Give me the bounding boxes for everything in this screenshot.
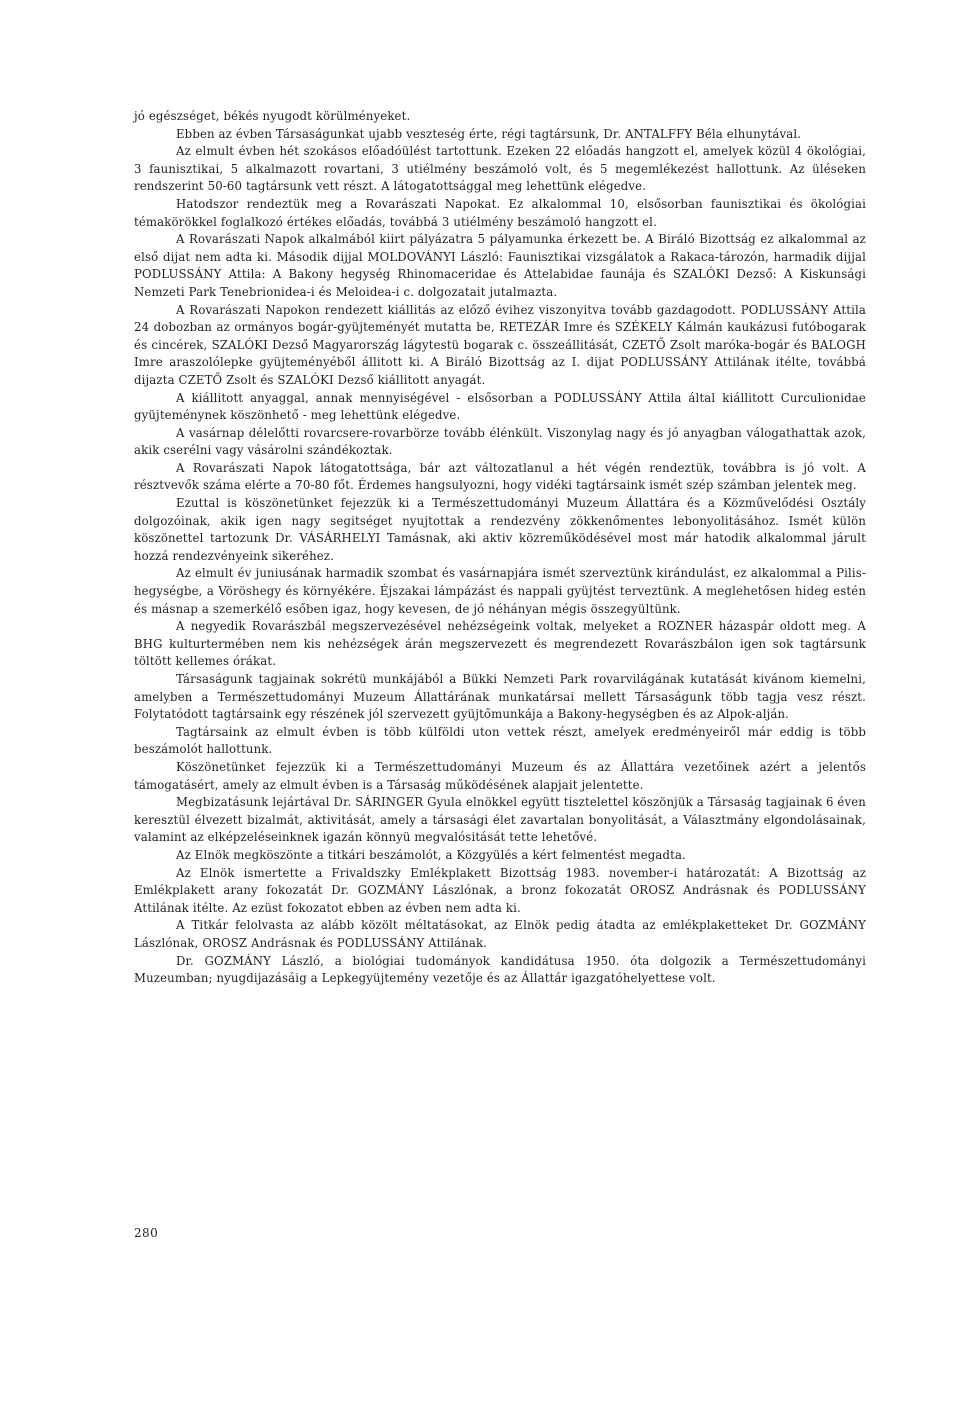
paragraph: Az Elnök megköszönte a titkári beszámolót, a Közgyülés a kért felmentést megadta. (176, 847, 686, 862)
paragraph: Megbizatásunk lejártával Dr. SÁRINGER Gyula elnökkel együtt tisztelettel köszönjük a Társaság tagjainak 6 éven keresztül élvezett bizalmát, aktivitását, amely a társasági élet zavartalan bonyolitását, a Választmány elgondolásainak, valamint az elképzeléseinknek igazán könnyü megvalósitását tette lehetővé. (134, 795, 866, 845)
paragraph: Az elmult évben hét szokásos előadóülést tartottunk. Ezeken 22 előadás hangzott el, amelyek közül 4 ökológiai, 3 faunisztikai, 5 alkalmazott rovartani, 3 utiélmény beszámoló volt, és 5 megemlékezést hallottunk. Az üléseken rendszerint 50-60 tagtársunk vett részt. A látogatottsággal meg lehettünk elégedve. (134, 144, 866, 194)
paragraph: A Titkár felolvasta az alább közölt méltatásokat, az Elnök pedig átadta az emlékplaketteket Dr. GOZMÁNY Lászlónak, OROSZ Andrásnak és PODLUSSÁNY Attilának. (134, 918, 866, 950)
paragraph: Ebben az évben Társaságunkat ujabb veszteség érte, régi tagtársunk, Dr. ANTALFFY Béla elhunytával. (176, 126, 802, 141)
page-number: 280 (134, 1226, 159, 1240)
paragraph: Az Elnök ismertette a Frivaldszky Emlékplakett Bizottság 1983. november-i határozatát: A Bizottság az Emlékplakett arany fokozatát Dr. GOZMÁNY Lászlónak, a bronz fokozatát OROSZ Andrásnak és PODLUSSÁNY Attilának itélte. Az ezüst fokozatot ebben az évben nem adta ki. (134, 865, 866, 915)
paragraph: Dr. GOZMÁNY László, a biológiai tudományok kandidátusa 1950. óta dolgozik a Természettudományi Muzeumban; nyugdijazásáig a Lepkegyüjtemény vezetője és az Állattár igazgatóhelyettese volt. (134, 953, 866, 986)
paragraph: A Rovarászati Napok látogatottsága, bár azt változatlanul a hét végén rendeztük, továbbra is jó volt. A résztvevők száma elérte a 70-80 főt. Érdemes hangsulyozni, hogy vidéki tagtársaink ismét szép számban jelentek meg. (134, 460, 866, 493)
paragraph: Tagtársaink az elmult évben is több külföldi uton vettek részt, amelyek eredményeiről már eddig is több beszámolót hallottunk. (134, 724, 866, 757)
paragraph: Társaságunk tagjainak sokrétü munkájából a Bükki Nemzeti Park rovarvilágának kutatását kivánom kiemelni, amelyben a Természettudományi Muzeum Állattárának munkatársai mellett Társaságunk több tagja vesz részt. Folytatódott tagtársaink egy részének jól szervezett gyüjtőmunkája a Bakony-hegységben és az Alpok-alján. (134, 672, 866, 722)
paragraph: A Rovarászati Napokon rendezett kiállitás az előző évihez viszonyitva tovább gazdagodott. PODLUSSÁNY Attila 24 dobozban az ormányos bogár-gyüjteményét mutatta be, RETEZÁR Imre és SZÉKELY Kálmán kaukázusi futóbogarak és cincérek, SZALÓKI Dezső Magyarország lágytestü bogarak c. összeállitását, CZETŐ Zsolt maróka-bogár és BALOGH Imre araszolólepke gyüjteményéből állitott ki. A Biráló Bizottság az I. dijat PODLUSSÁNY Attilának itélte, továbbá dijazta CZETŐ Zsolt és SZALÓKI Dezső kiállitott anyagát. (134, 302, 866, 387)
paragraph: Az elmult év juniusának harmadik szombat és vasárnapjára ismét szerveztünk kirándulást, ez alkalommal a Pilis-hegységbe, a Vöröshegy és környékére. Éjszakai lámpázást és nappali gyüjtést terveztünk. A meglehetősen hideg estén és másnap a szemerkélő esőben igaz, hogy kevesen, de jó néhányan mégis összegyültünk. (134, 566, 866, 616)
paragraph: Köszönetünket fejezzük ki a Természettudományi Muzeum és az Állattára vezetőinek azért a jelentős támogatásért, amely az elmult évben is a Társaság működésének alapjait jelentette. (134, 759, 866, 792)
paragraph: A kiállitott anyaggal, annak mennyiségével - elsősorban a PODLUSSÁNY Attila által kiállitott Curculionidae gyüjteménynek köszönhető - meg lehettünk elégedve. (134, 390, 866, 423)
paragraph: A vasárnap délelőtti rovarcsere-rovarbörze tovább élénkült. Viszonylag nagy és jó anyagban válogathattak azok, akik cserélni vagy vásárolni szándékoztak. (134, 425, 866, 458)
paragraph: Ezuttal is köszönetünket fejezzük ki a Természettudományi Muzeum Állattára és a Közművelődési Osztály dolgozóinak, akik igen nagy segitséget nyujtottak a rendezvény zökkenőmentes lebonyolitásához. Ismét külön köszönettel tartozunk Dr. VÁSÁRHELYI Tamásnak, aki aktiv közreműködésével most már hatodik alkalommal járult hozzá rendezvényeink sikeréhez. (134, 496, 866, 563)
document-body (134, 108, 866, 988)
paragraph: A Rovarászati Napok alkalmából kiirt pályázatra 5 pályamunka érkezett be. A Biráló Bizottság ez alkalommal az első dijat nem adta ki. Második dijjal MOLDOVÁNYI László: Faunisztikai vizsgálatok a Rakaca-tározón, harmadik dijjal PODLUSSÁNY Attila: A Bakony hegység Rhinomaceridae és Attelabidae faunája és SZALÓKI Dezső: A Kiskunsági Nemzeti Park Tenebrionidea-i és Meloidea-i c. dolgozatait jutalmazta. (134, 232, 866, 299)
paragraph: A negyedik Rovarászbál megszervezésével nehézségeink voltak, melyeket a ROZNER házaspár oldott meg. A BHG kulturtermében nem kis nehézségek árán megszervezett és megrendezett Rovarászbálon igen sok tagtársunk töltött kellemes órákat. (134, 619, 866, 669)
paragraph-continuation: jó egészséget, békés nyugodt körülményeket. (134, 109, 411, 123)
paragraph: Hatodszor rendeztük meg a Rovarászati Napokat. Ez alkalommal 10, elsősorban faunisztikai és ökológiai témakörökkel foglalkozó értékes előadás, továbbá 3 utiélmény beszámoló hangzott el. (134, 196, 866, 229)
